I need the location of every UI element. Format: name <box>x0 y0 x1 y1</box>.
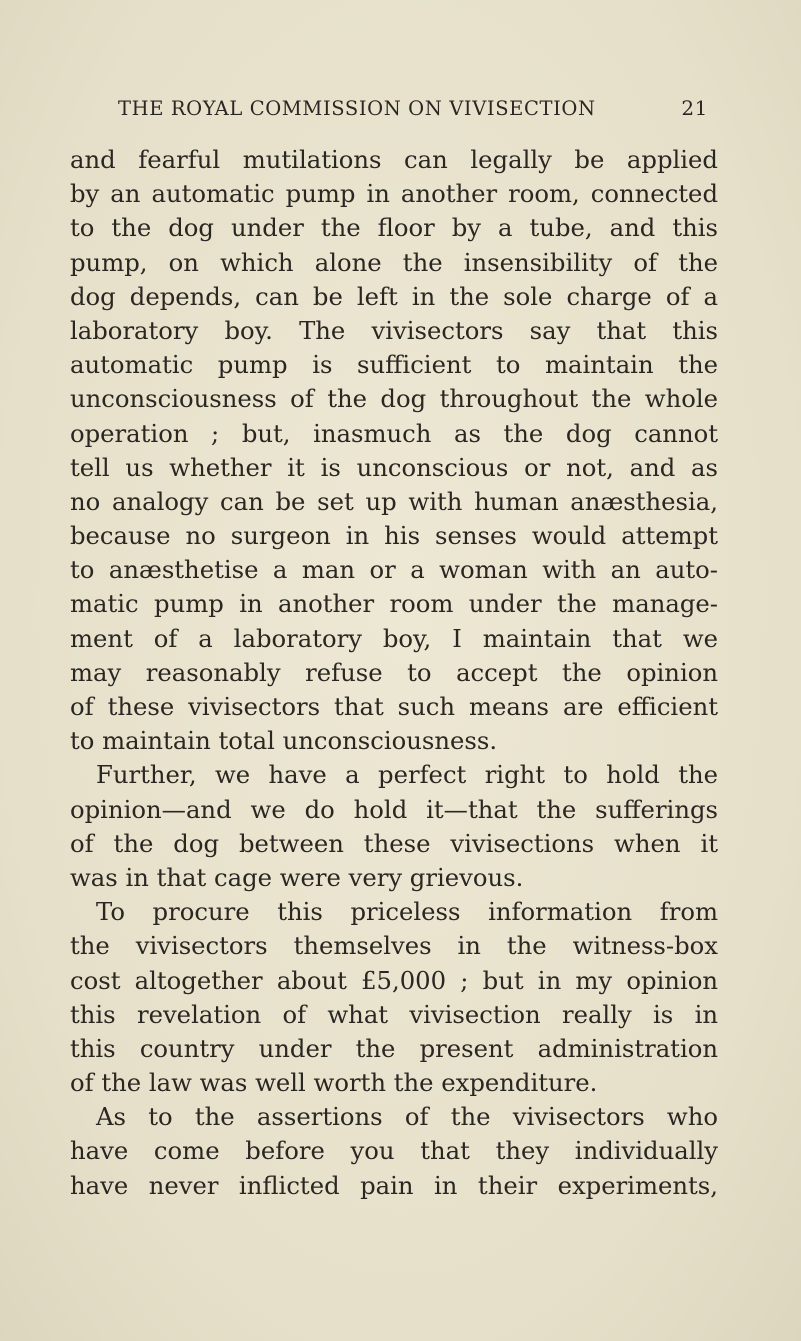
text-line: unconsciousness of the dog throughout the whole <box>70 384 718 414</box>
text-line: automatic pump is sufficient to maintain the <box>70 350 718 380</box>
text-line: of these vivisectors that such means are efficient <box>70 692 718 721</box>
text-line: opinion—and we do hold it—that the sufferings <box>70 794 718 824</box>
text-line: was in that cage were very grievous. <box>70 862 524 892</box>
text-line: of the dog between these vivisections when it <box>70 828 718 858</box>
running-head <box>118 96 708 126</box>
body-text <box>70 143 718 1203</box>
text-line: matic pump in another room under the manage- <box>70 589 718 619</box>
text-line: ment of a laboratory boy, I maintain that we <box>70 623 718 653</box>
text-line: tell us whether it is unconscious or not, and as <box>70 452 718 482</box>
text-line: by an automatic pump in another room, connected <box>70 179 718 209</box>
text-line: pump, on which alone the insensibility of the <box>70 247 718 277</box>
text-line: to the dog under the floor by a tube, and this <box>70 213 718 243</box>
text-line: this country under the present administration <box>70 1033 718 1063</box>
text-line: To procure this priceless information from <box>96 897 718 927</box>
text-line: have come before you that they individually <box>70 1136 718 1166</box>
text-line: dog depends, can be left in the sole charge of a <box>70 281 718 311</box>
text-line: of the law was well worth the expenditure. <box>70 1068 598 1098</box>
text-line: cost altogether about £5,000 ; but in my opinion <box>70 965 718 995</box>
text-line: this revelation of what vivisection really is in <box>70 999 718 1029</box>
text-line: and fearful mutilations can legally be applied <box>70 145 718 174</box>
text-line: operation ; but, inasmuch as the dog cannot <box>70 418 718 448</box>
text-line: the vivisectors themselves in the witness-box <box>70 931 718 961</box>
text-line: laboratory boy. The vivisectors say that this <box>70 315 718 345</box>
page-number: 21 <box>681 96 708 120</box>
text-line: because no surgeon in his senses would attempt <box>70 521 718 551</box>
running-title: THE ROYAL COMMISSION ON VIVISECTION <box>118 97 596 120</box>
text-line: to maintain total unconsciousness. <box>70 726 498 756</box>
text-line: no analogy can be set up with human anæsthesia, <box>70 486 718 516</box>
text-line: have never inflicted pain in their experiments, <box>70 1170 718 1200</box>
text-line: Further, we have a perfect right to hold the <box>96 760 718 790</box>
text-line: to anæsthetise a man or a woman with an auto- <box>70 555 718 585</box>
text-line: As to the assertions of the vivisectors who <box>96 1102 718 1132</box>
text-line: may reasonably refuse to accept the opinion <box>70 657 718 687</box>
